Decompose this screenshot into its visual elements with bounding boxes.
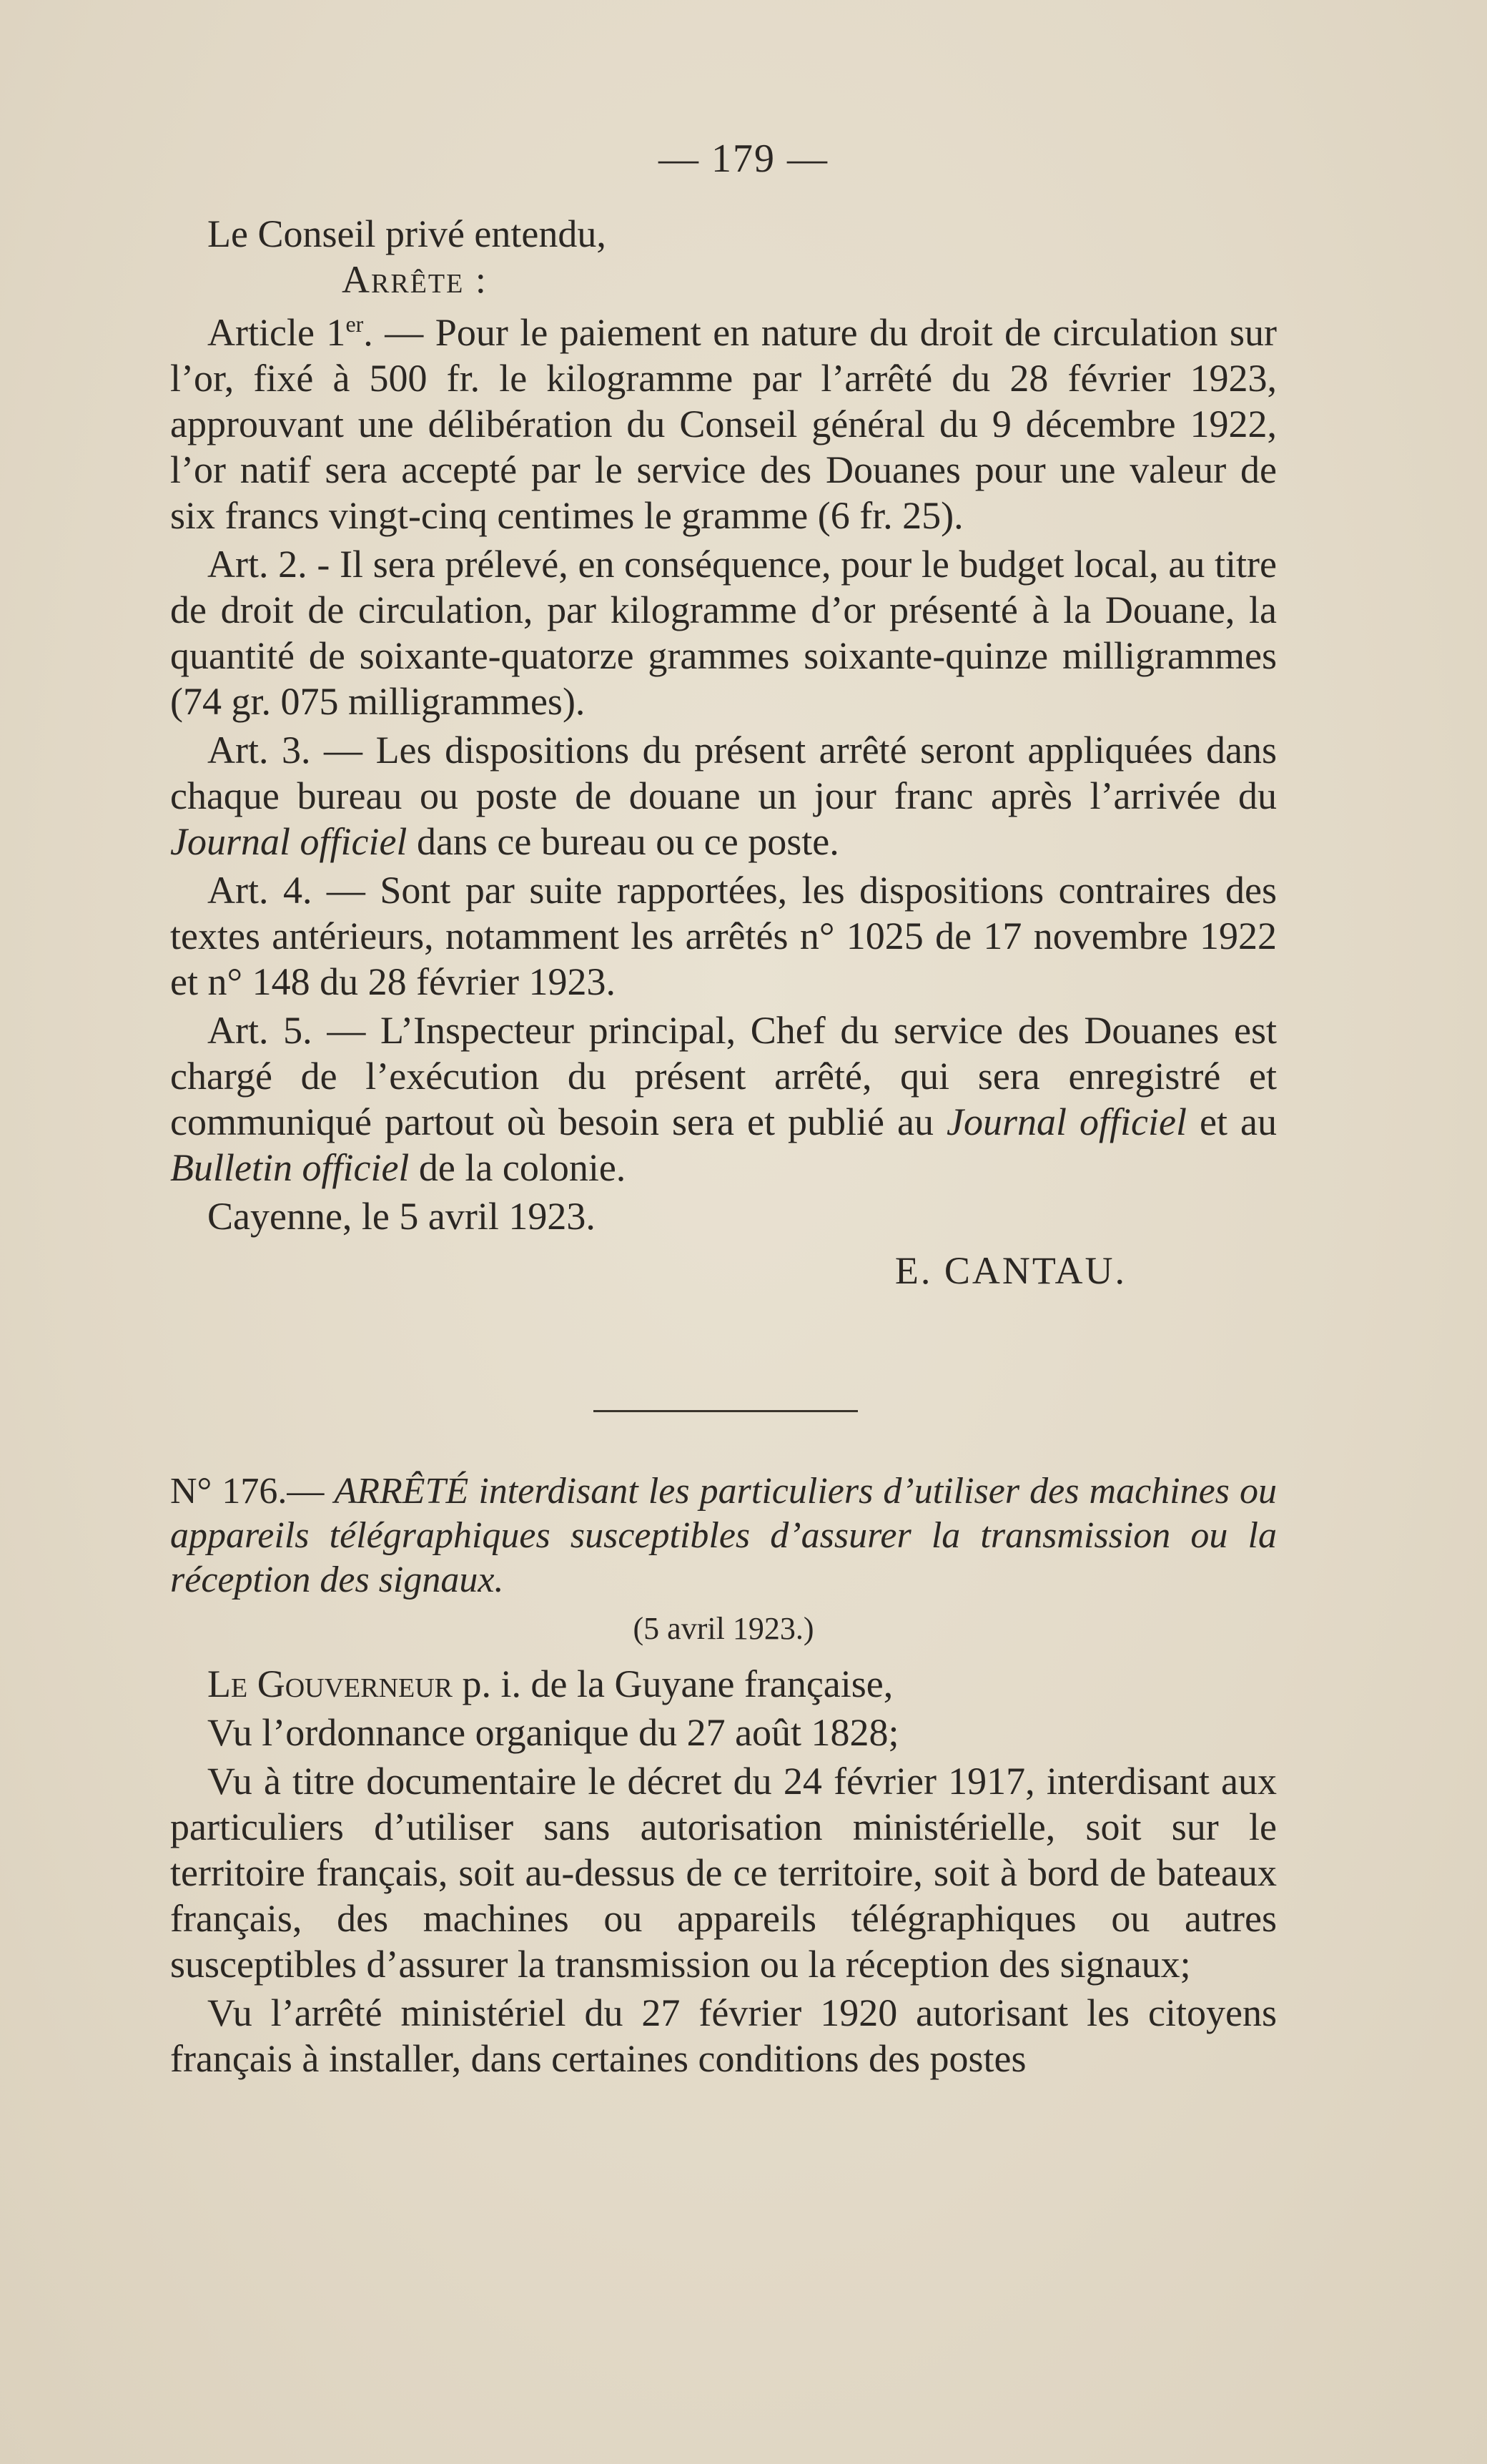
vu-ordonnance: Vu l’ordonnance organique du 27 août 1828; [207, 1711, 899, 1754]
article-3-text-b: dans ce bureau ou ce poste. [407, 820, 839, 863]
governor-rest: p. i. de la Guyane française, [453, 1662, 894, 1705]
article-5-text-a: Art. 5. — L’Inspecteur principal, Chef du service des Douanes est chargé de l’exécution du présent arrêté, qui sera enregistré et communiqué partout où besoin sera et publié au [170, 1009, 1277, 1143]
article-2: Art. 2. - Il sera prélevé, en conséquence, pour le budget local, au titre de droit de circulation, par kilogramme d’or présenté à la Douane, la quantité de soixante-quatorze grammes soixante-quinze milligrammes (74 gr. 075 milligrammes). [170, 543, 1277, 723]
governor-line [170, 1661, 1277, 1707]
governor-caps: Le Gouverneur [207, 1662, 453, 1705]
article-1-label: Article 1 [207, 311, 346, 354]
decree-date: (5 avril 1923.) [633, 1611, 814, 1646]
decree-number: N° 176.— [170, 1471, 325, 1512]
article-1 [170, 310, 1277, 538]
vu-arrete: Vu l’arrêté ministériel du 27 février 1920 autorisant les citoyens français à installer, dans certaines conditions des postes [170, 1991, 1277, 2080]
article-5-journal: Journal officiel [947, 1100, 1187, 1143]
article-5-text-b: de la colonie. [409, 1146, 626, 1189]
signature: E. CANTAU. [894, 1249, 1127, 1292]
article-1-sup: er [345, 311, 364, 337]
article-1-text: . — Pour le paiement en nature du droit de circulation sur l’or, fixé à 500 fr. le kilogramme par l’arrêté du 28 février 1923, approuvant une délibération du Conseil général du 9 décembre 1922, l’or natif sera accepté par le service des Douanes pour une valeur de six francs vingt-cinq centimes le gramme (6 fr. 25). [170, 311, 1277, 537]
article-5-bulletin: Bulletin officiel [170, 1146, 410, 1189]
article-5 [170, 1007, 1277, 1191]
article-5-mid: et au [1187, 1100, 1278, 1143]
decree-section [170, 1469, 1277, 2081]
conseil-line: Le Conseil privé entendu, [207, 212, 606, 255]
decree-title-text: ARRÊTÉ interdisant les particuliers d’utiliser des machines ou appareils télégraphiques susceptibles d’assurer la transmission ou la réception des signaux. [170, 1471, 1277, 1600]
decree-body [170, 1661, 1277, 2081]
article-4: Art. 4. — Sont par suite rapportées, les dispositions contraires des textes antérieurs, notamment les arrêtés n° 1025 de 17 novembre 1922 et n° 148 du 28 février 1923. [170, 869, 1277, 1003]
article-3 [170, 727, 1277, 864]
place-date: Cayenne, le 5 avril 1923. [207, 1195, 596, 1238]
page-number: — 179 — [658, 137, 829, 181]
article-3-text-a: Art. 3. — Les dispositions du présent arrêté seront appliquées dans chaque bureau ou poste de douane un jour franc après l’arrivée du [170, 729, 1277, 817]
arrete-body [170, 211, 1277, 1293]
vu-decret: Vu à titre documentaire le décret du 24 février 1917, interdisant aux particuliers d’utiliser sans autorisation ministérielle, soit sur le territoire français, soit au-dessus de ce territoire, soit à bord de bateaux français, des machines ou appareils télégraphiques ou autres susceptibles d’assurer la transmission ou la réception des signaux; [170, 1760, 1277, 1986]
article-3-journal: Journal officiel [170, 820, 407, 863]
section-divider [593, 1410, 858, 1412]
arrete-heading: Arrête : [342, 258, 488, 301]
decree-title [170, 1469, 1277, 1602]
